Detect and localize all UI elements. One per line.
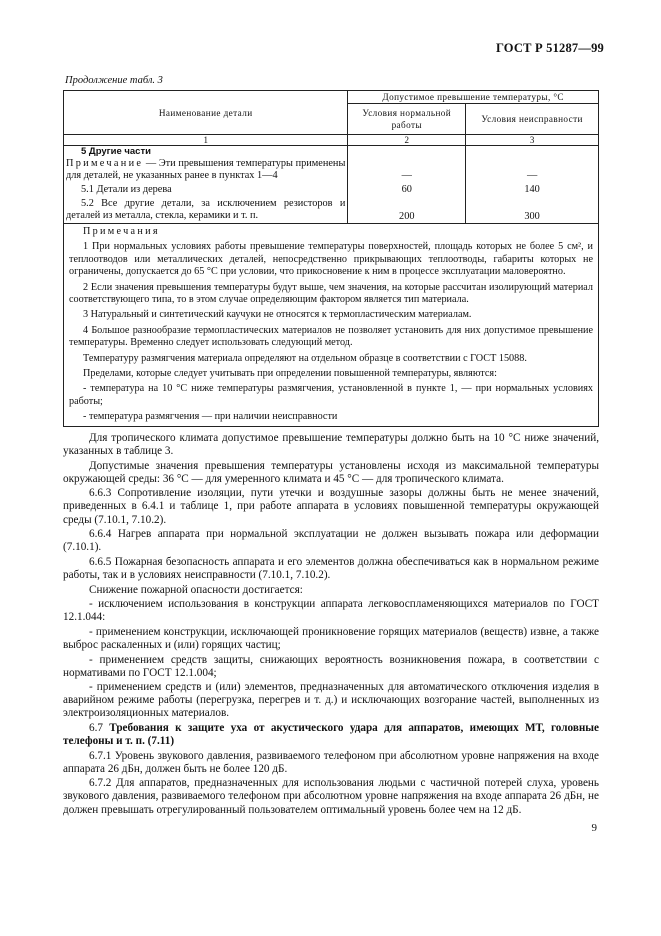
paragraph: 6.6.5 Пожарная безопасность аппарата и его элементов должна обеспечиваться как в нормальном режиме работы, так и в условиях неисправности (7.10.1, 7.10.2). — [63, 555, 599, 581]
normal-value: — — [348, 158, 466, 182]
paragraph: 6.7.2 Для аппаратов, предназначенных для использования людьми с частичной потерей слуха, уровень звукового давления, развиваемого телефоном при абсолютном уровне напряжения на входе аппарата 26 дБн, не должен превышать отрегулированный пользователем оптимальный уровень более чем на 12 дБ. — [63, 777, 599, 816]
note-2: 2 Если значения превышения температуры будут выше, чем значения, на которые рассчитан изолирующий материал соответствующего типа, то в этом случае определяющим фактором является тип материала. — [69, 281, 593, 306]
col-number: 3 — [466, 135, 599, 146]
col-header-part-name: Наименование детали — [64, 91, 348, 135]
column-numbers-row — [64, 135, 599, 146]
section-number: 6.7 — [89, 721, 103, 734]
note-3: 3 Натуральный и синтетический каучуки не относятся к термопластическим материалам. — [83, 309, 472, 321]
section-heading — [63, 722, 599, 748]
col-header-normal: Условия нормальной работы — [348, 104, 466, 135]
paragraph: - применением средств и (или) элементов, предназначенных для автоматического отключения изделия в аварийном режиме работы (перегрузка, перегрев и т. д.) и исключающих возгорание частей, выполненных из электроизоляционных материалов. — [63, 681, 599, 720]
note-7: - температура на 10 °С ниже температуры размягчения, установленной в пункте 1, — при нормальных условиях работы; — [69, 383, 593, 407]
col-header-fault: Условия неисправности — [466, 104, 599, 135]
row-label: 5.1 Детали из дерева — [64, 182, 348, 196]
paragraph: - исключением использования в конструкции аппарата легковоспламеняющихся материалов по ГОСТ 12.1.044: — [63, 598, 599, 624]
note-6: Пределами, которые следует учитывать при определении повышенной температуры, являются: — [83, 368, 497, 380]
note-5: Температуру размягчения материала определяют на отдельном образце в соответствии с ГОСТ 15088. — [83, 352, 527, 364]
paragraph: Допустимые значения превышения температуры установлены исходя из максимальной температуры окружающей среды: 36 °С — для умеренного климата и 45 °С — для тропического климата. — [63, 459, 599, 485]
notes-title: Примечания — [83, 226, 160, 237]
normal-value: 60 — [348, 182, 466, 196]
table-row — [64, 158, 599, 182]
section-title: 5 Другие части — [64, 146, 348, 159]
body-text — [63, 432, 599, 818]
fault-value: — — [466, 158, 599, 182]
col-header-group: Допустимое превышение температуры, °С — [348, 91, 599, 104]
note-text: — Эти превышения температуры применены для деталей, не указанных ранее в пунктах 1—4 — [66, 158, 346, 181]
paragraph: 6.6.4 Нагрев аппарата при нормальной эксплуатации не должен вызывать пожара или деформации (7.10.1). — [63, 528, 599, 554]
table-notes-row — [64, 224, 599, 427]
paragraph: - применением конструкции, исключающей проникновение горящих материалов (веществ) извне, а также выброс раскаленных и (или) горящих частиц; — [63, 625, 599, 651]
note-8: - температура размягчения — при наличии неисправности — [83, 411, 338, 423]
table-row — [64, 196, 599, 224]
col-number: 1 — [64, 135, 348, 146]
normal-value: 200 — [348, 196, 466, 224]
table-row — [64, 146, 599, 159]
standard-code-header: ГОСТ Р 51287—99 — [495, 41, 604, 55]
paragraph: - применением средств защиты, снижающих вероятность возникновения пожара, в соответствии с нормативами по ГОСТ 12.1.004; — [63, 653, 599, 679]
paragraph: 6.6.3 Сопротивление изоляции, пути утечки и воздушные зазоры должны быть не менее значений, приведенных в 6.4.1 и таблице 1, при работе аппарата в условиях повышенной температуры окружающей среды (7.10.1, 7.10.2). — [63, 487, 599, 526]
table-continuation-caption: Продолжение табл. 3 — [65, 75, 163, 86]
note-label: Примечание — [66, 158, 144, 169]
fault-value: 140 — [466, 182, 599, 196]
note-1: 1 При нормальных условиях работы превышение температуры поверхностей, площадь которых не более 5 см², и теплоотводов или металлических деталей, непосредственно прикрывающих теплоотводы, габариты которых не ограничены, допускается до 65 °С при условии, что прикосновение к ним в процессе эксплуатации маловероятно. — [69, 241, 593, 278]
page-number: 9 — [591, 822, 597, 834]
fault-value: 300 — [466, 196, 599, 224]
row-label — [64, 158, 348, 182]
paragraph: Для тропического климата допустимое превышение температуры должно быть на 10 °С ниже значений, указанных в таблице 3. — [63, 432, 599, 458]
col-number: 2 — [348, 135, 466, 146]
note-4: 4 Большое разнообразие термопластических материалов не позволяет установить для них допустимое превышение температуры. Временно следует использовать следующий метод. — [69, 324, 593, 349]
section-heading-text: Требования к защите уха от акустического удара для аппаратов, имеющих МТ, головные телефоны и т. п. (7.11) — [63, 721, 600, 748]
table-notes — [64, 224, 599, 427]
row-label: 5.2 Все другие детали, за исключением резисторов и деталей из металла, стекла, керамики и т. п. — [64, 196, 348, 224]
table-row — [64, 182, 599, 196]
paragraph: 6.7.1 Уровень звукового давления, развиваемого телефоном при абсолютном уровне напряжения на входе аппарата 26 дБн, должен быть не более 120 дБ. — [63, 749, 599, 775]
temperature-table — [63, 90, 599, 427]
paragraph: Снижение пожарной опасности достигается: — [89, 583, 303, 596]
